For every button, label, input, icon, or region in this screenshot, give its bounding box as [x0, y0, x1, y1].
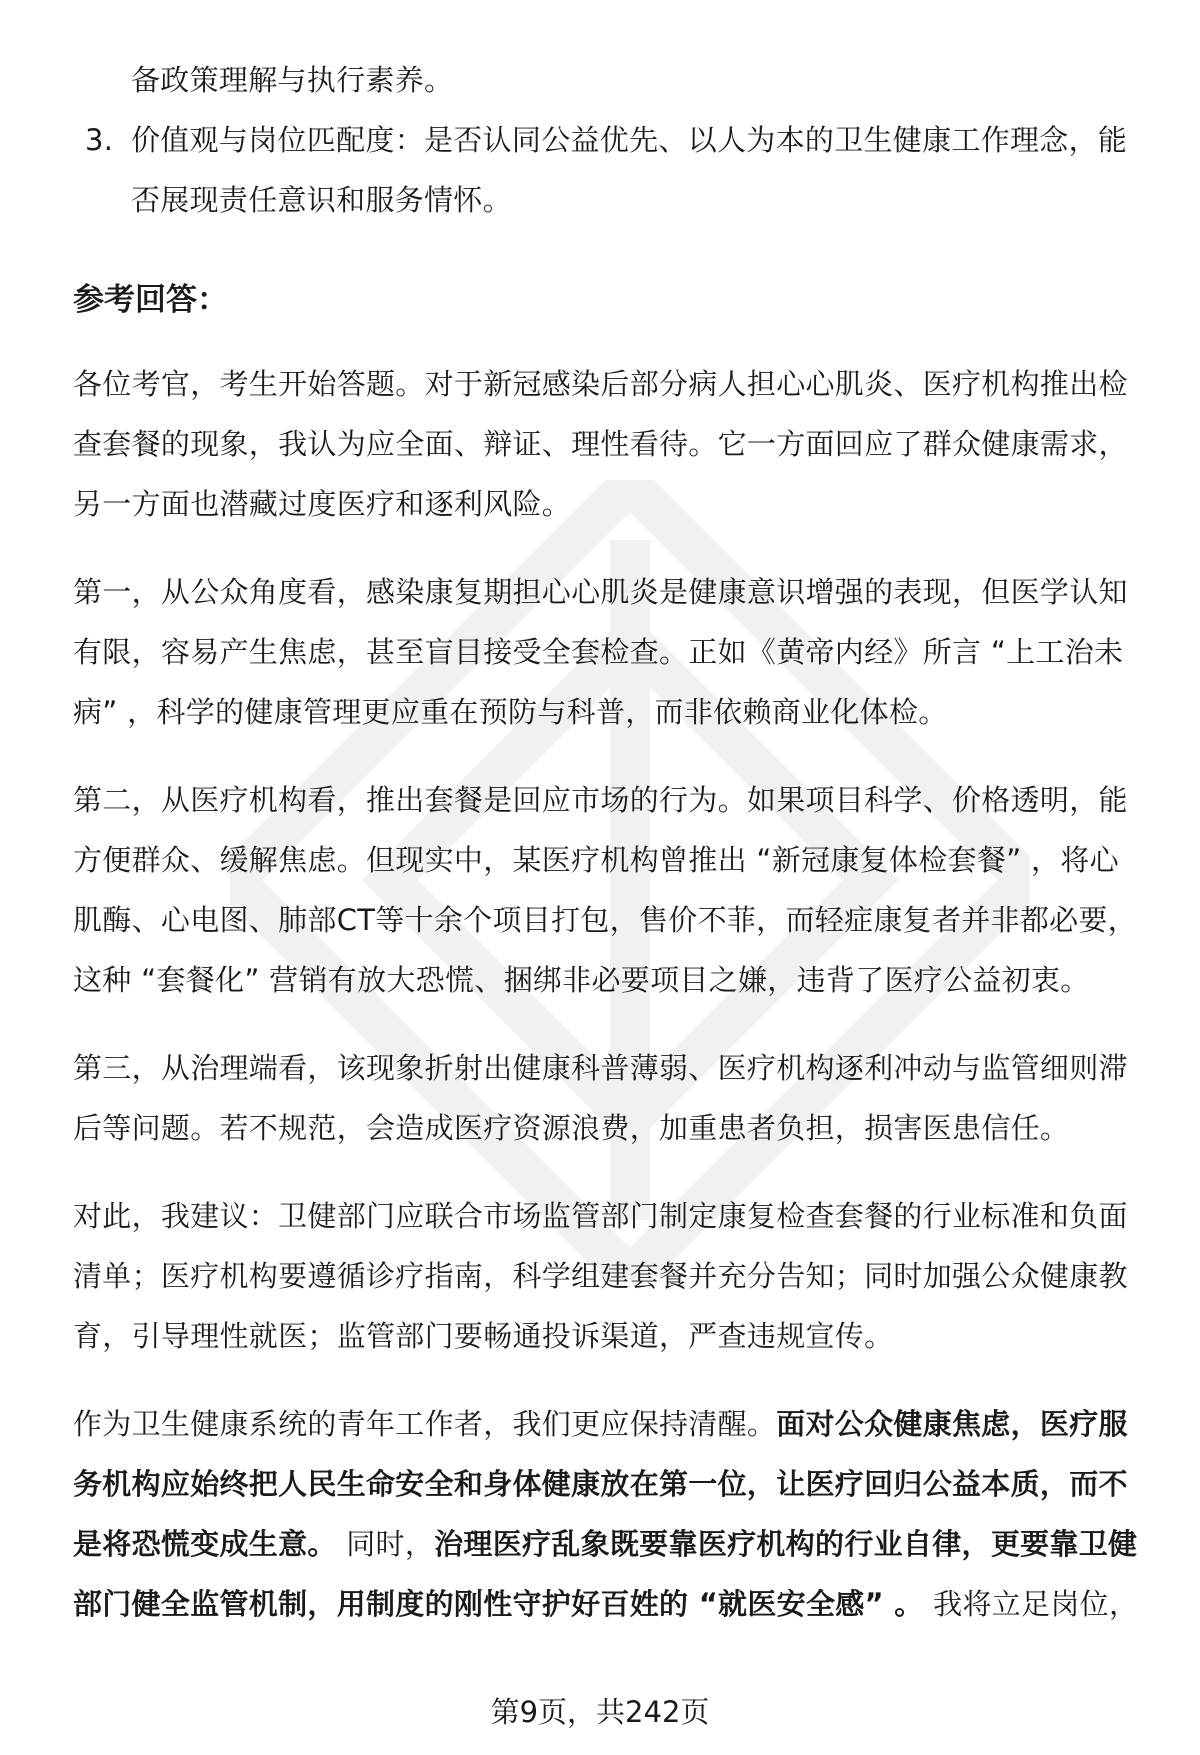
- paragraph-line: [73, 1394, 1148, 1454]
- text-normal: 同时，: [336, 1527, 435, 1561]
- text-bold: 务机构应始终把人民生命安全和身体健康放在第一位，让医疗回归公益本质，而不: [73, 1467, 1128, 1501]
- text-bold: 治理医疗乱象既要靠医疗机构的行业自律，更要靠卫健: [434, 1527, 1138, 1561]
- paragraph-line: 查套餐的现象，我认为应全面、辩证、理性看待。它一方面回应了群众健康需求，: [73, 427, 1128, 461]
- paragraph-line: 第三，从治理端看，该现象折射出健康科普薄弱、医疗机构逐利冲动与监管细则滞: [73, 1051, 1128, 1085]
- paragraph-line: 第二，从医疗机构看，推出套餐是回应市场的行为。如果项目科学、价格透明，能: [73, 783, 1128, 817]
- list-item-3: [73, 110, 1148, 170]
- text-bold: 是将恐慌变成生意。: [73, 1527, 337, 1561]
- paragraph-line: 对此，我建议：卫健部门应联合市场监管部门制定康复检查套餐的行业标准和负面: [73, 1199, 1128, 1233]
- paragraph-2: [73, 562, 1148, 742]
- paragraph-line: 肌酶、心电图、肺部CT等十余个项目打包，售价不菲，而轻症康复者并非都必要，: [73, 903, 1138, 937]
- paragraph-line: 这种 “套餐化” 营销有放大恐慌、捆绑非必要项目之嫌，违背了医疗公益初衷。: [73, 963, 1090, 997]
- text-normal: 我将立足岗位，: [923, 1587, 1139, 1621]
- paragraph-line: 另一方面也潜藏过度医疗和逐利风险。: [73, 487, 572, 521]
- paragraph-line: [73, 1514, 1148, 1574]
- paragraph-3: [73, 770, 1148, 1010]
- list-item-continuation: 备政策理解与执行素养。: [131, 63, 454, 97]
- paragraph-line: 第一，从公众角度看，感染康复期担心心肌炎是健康意识增强的表现，但医学认知: [73, 575, 1128, 609]
- page-number-footer: 第9页，共242页: [490, 1695, 710, 1729]
- text-bold: 面对公众健康焦虑，医疗服: [776, 1407, 1128, 1441]
- paragraph-line: 有限，容易产生焦虑，甚至盲目接受全套检查。正如《黄帝内经》所言 “上工治未: [73, 635, 1124, 669]
- paragraph-6: [73, 1394, 1148, 1634]
- list-item-text: 价值观与岗位匹配度：是否认同公益优先、以人为本的卫生健康工作理念，能: [131, 123, 1128, 157]
- text-bold: 部门健全监管机制，用制度的刚性守护好百姓的 “就医安全感” 。: [73, 1587, 924, 1621]
- list-number: 3.: [85, 123, 114, 157]
- paragraph-line: [73, 1454, 1148, 1514]
- paragraph-line: 育，引导理性就医；监管部门要畅通投诉渠道，严查违规宣传。: [73, 1319, 894, 1353]
- paragraph-line: 方便群众、缓解焦虑。但现实中，某医疗机构曾推出 “新冠康复体检套餐” ，将心: [73, 843, 1119, 877]
- paragraph-line: [73, 1574, 1148, 1634]
- paragraph-line: 各位考官，考生开始答题。对于新冠感染后部分病人担心心肌炎、医疗机构推出检: [73, 367, 1128, 401]
- text-normal: 作为卫生健康系统的青年工作者，我们更应保持清醒。: [73, 1407, 777, 1441]
- list-item-3-line2: 否展现责任意识和服务情怀。: [131, 183, 512, 217]
- paragraph-line: 后等问题。若不规范，会造成医疗资源浪费，加重患者负担，损害医患信任。: [73, 1111, 1070, 1145]
- section-heading: 参考回答：: [73, 282, 228, 318]
- main-content: [73, 50, 1148, 1662]
- paragraph-5: [73, 1186, 1148, 1366]
- paragraph-1: [73, 354, 1148, 534]
- paragraph-line: 清单；医疗机构要遵循诊疗指南，科学组建套餐并充分告知；同时加强公众健康教: [73, 1259, 1128, 1293]
- paragraph-line: 病” ，科学的健康管理更应重在预防与科普，而非依赖商业化体检。: [73, 695, 948, 729]
- paragraph-4: [73, 1038, 1148, 1158]
